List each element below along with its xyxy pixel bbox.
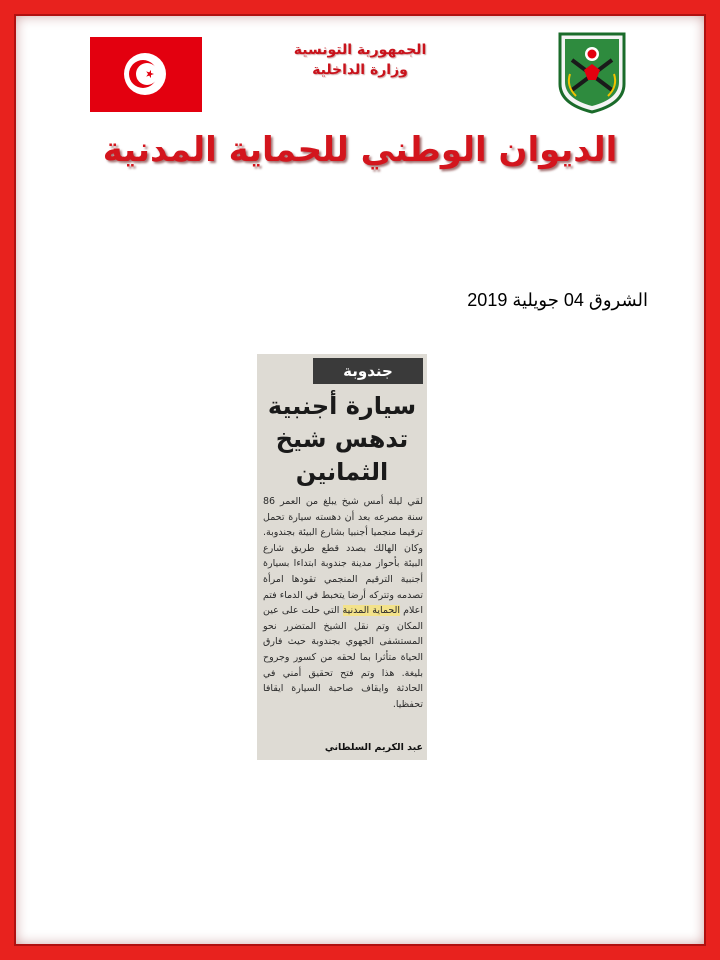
body-text: التي حلت على عين المكان وتم نقل الشيخ المتضرر نحو المستشفى الجهوي بجندوبة حيث فارق الحياة متأثرا بما لحقه من كسور وجروح بليغة. هذا وتم فتح تحقيق أمني في الحادثة وايقاف صاحبة السيارة ايقافا تحفظيا.	[263, 605, 423, 710]
headline-line: تدهس شيخ	[275, 425, 409, 453]
civil-protection-emblem-icon	[556, 30, 628, 114]
source-line: الشروق 04 جويلية 2019	[467, 290, 648, 310]
newspaper-clipping	[257, 354, 427, 760]
ministry-header	[240, 40, 480, 80]
highlighted-text: الحماية المدنية	[342, 605, 401, 617]
ministry-label: وزارة الداخلية	[312, 62, 408, 78]
clipping-headline	[263, 390, 421, 489]
clipping-body	[263, 494, 423, 712]
body-text: لقي ليلة أمس شيخ يبلغ من العمر 86 سنة مصرعه بعد أن دهسته سيارة تحمل ترقيما منجميا أجنبيا بشارع البيئة بجندوبة. وكان الهالك بصدد قطع طريق شارع البيئة بأحواز مدينة جندوبة ابتداءا بسيارة أجنبية الترقيم المنجمي تقودها امرأة تصدمه وتتركه أرضا يتخبط في الدماء فتم اعلام	[262, 496, 423, 617]
tunisia-flag-icon	[90, 37, 202, 112]
section-tag: جندوبة	[313, 358, 423, 384]
headline-line: سيارة أجنبية	[267, 392, 417, 420]
page-title: الديوان الوطني للحماية المدنية	[102, 130, 618, 170]
headline-line: الثمانين	[295, 458, 389, 486]
republic-label: الجمهورية التونسية	[293, 42, 427, 58]
clipping-byline: عبد الكريم السلطاني	[324, 742, 423, 753]
